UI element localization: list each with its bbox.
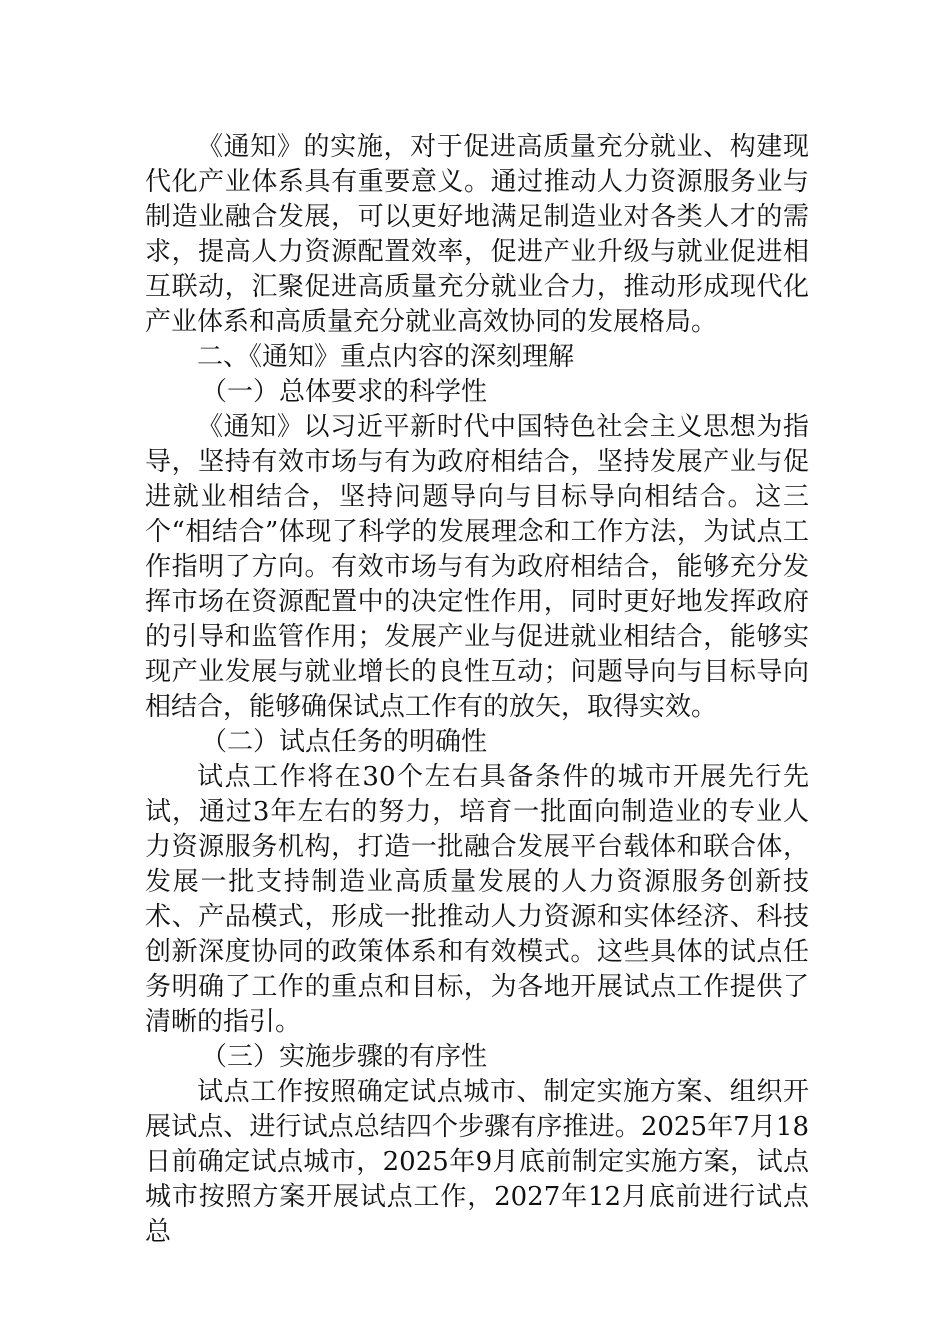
paragraph-pilot-tasks: 试点工作将在30个左右具备条件的城市开展先行先试，通过3年左右的努力，培育一批面向制造业的专业人力资源服务机构，打造一批融合发展平台载体和联合体，发展一批支持制造业高质量发展的人力资源服务创新技术、产品模式，形成一批推动人力资源和实体经济、科技创新深度协同的政策体系和有效模式。这些具体的试点任务明确了工作的重点和目标，为各地开展试点工作提供了清晰的指引。 [145, 762, 809, 1037]
subsection-heading-implementation-steps: （三）实施步骤的有序性 [201, 1042, 488, 1072]
paragraph-overall-requirements: 《通知》以习近平新时代中国特色社会主义思想为指导，坚持有效市场与有为政府相结合，坚持发展产业与促进就业相结合，坚持问题导向与目标导向相结合。这三个“相结合”体现了科学的发展理念和工作方法，为试点工作指明了方向。有效市场与有为政府相结合，能够充分发挥市场在资源配置中的决定性作用，同时更好地发挥政府的引导和监管作用；发展产业与促进就业相结合，能够实现产业发展与就业增长的良性互动；问题导向与目标导向相结合，能够确保试点工作有的放矢，取得实效。 [145, 412, 809, 722]
paragraph-implementation-steps: 试点工作按照确定试点城市、制定实施方案、组织开展试点、进行试点总结四个步骤有序推进。2025年7月18日前确定试点城市，2025年9月底前制定实施方案，试点城市按照方案开展试点工作，2027年12月底前进行试点总 [145, 1077, 809, 1247]
subsection-heading-pilot-tasks: （二）试点任务的明确性 [201, 727, 488, 757]
document-body [145, 130, 809, 1250]
section-heading-key-content: 二、《通知》重点内容的深刻理解 [197, 342, 575, 372]
paragraph-significance: 《通知》的实施，对于促进高质量充分就业、构建现代化产业体系具有重要意义。通过推动人力资源服务业与制造业融合发展，可以更好地满足制造业对各类人才的需求，提高人力资源配置效率，促进产业升级与就业促进相互联动，汇聚促进高质量充分就业合力，推动形成现代化产业体系和高质量充分就业高效协同的发展格局。 [145, 132, 809, 337]
subsection-heading-overall-requirements: （一）总体要求的科学性 [201, 377, 488, 407]
